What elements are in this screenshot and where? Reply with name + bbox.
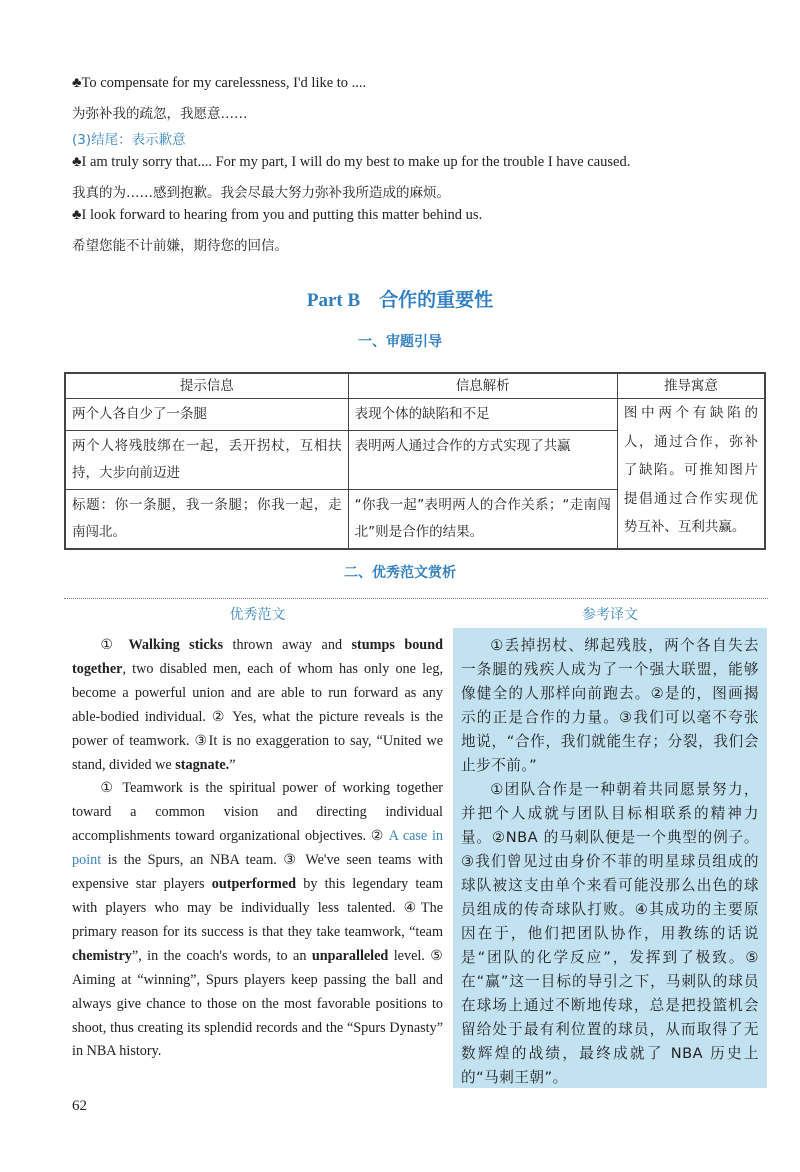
highlight-phrase: Walking sticks xyxy=(128,637,224,653)
text-run: ” xyxy=(229,756,236,773)
text-run: by this legendary team with players who may be individually less talented. ④The primary reason for its success is that they take teamwork, “team xyxy=(72,876,443,940)
text-run: thrown away and xyxy=(223,637,352,653)
text-run: is the Spurs, an NBA team. ③ We've seen teams with expensive star players xyxy=(72,852,443,893)
translation-box xyxy=(453,628,767,1088)
guide-table xyxy=(64,372,766,550)
table-header: 提示信息 xyxy=(65,373,348,399)
essay-paragraph-2 xyxy=(72,777,443,1064)
text-run: ”, in the coach's words, to an xyxy=(131,947,312,964)
text-run: ① Teamwork is the spiritual power of working together toward a common vision and directing individual accomplishments toward organizational objectives. ② xyxy=(72,780,443,845)
highlight-phrase: stumps bound together xyxy=(72,637,443,677)
part-title: Part B 合作的重要性 xyxy=(306,290,494,311)
essay-paragraph-1 xyxy=(72,634,443,777)
section-heading-2: 二、优秀范文赏析 xyxy=(344,565,456,581)
translation-heading: 参考译文 xyxy=(582,607,638,623)
table-cell-merged: 图中两个有缺陷的人，通过合作，弥补了缺陷。可推知图片提倡通过合作实现优势互补、互利共赢。 xyxy=(617,399,765,550)
subsection-heading: (3)结尾：表示歉意 xyxy=(72,132,186,148)
table-row xyxy=(65,399,765,431)
phrase-zh-3: 希望您能不计前嫌，期待您的回信。 xyxy=(72,238,288,254)
table-cell: “你我一起”表明两人的合作关系；“走南闯北”则是合作的结果。 xyxy=(348,490,617,550)
table-cell: 标题：你一条腿，我一条腿；你我一起，走南闯北。 xyxy=(65,490,348,550)
phrase-zh-1: 为弥补我的疏忽，我愿意…… xyxy=(72,106,248,122)
table-cell: 表现个体的缺陷和不足 xyxy=(348,399,617,431)
text-run: level. ⑤ Aiming at “winning”, Spurs players keep passing the ball and always give chance to those on the most favorable positions to shoot, thus creating its splendid records and the “Spurs Dynasty” in NBA history. xyxy=(72,947,443,1060)
highlight-phrase: stagnate. xyxy=(175,756,230,773)
highlight-phrase: chemistry xyxy=(72,947,132,964)
phrase-en-3: ♣I look forward to hearing from you and putting this matter behind us. xyxy=(72,207,483,223)
table-cell: 两个人将残肢绑在一起，丢开拐杖，互相扶持，大步向前迈进 xyxy=(65,431,348,490)
dotted-divider xyxy=(64,598,768,599)
section-heading-1: 一、审题引导 xyxy=(358,334,442,350)
table-header: 信息解析 xyxy=(348,373,617,399)
phrase-en-1: ♣To compensate for my carelessness, I'd like to .... xyxy=(72,75,367,91)
translation-paragraph-1: ①丢掉拐杖、绑起残肢，两个各自失去一条腿的残疾人成为了一个强大联盟，能够像健全的人那样向前跑去。②是的，图画揭示的正是合作的力量。③我们可以毫不夸张地说，“合作，我们就能生存；分裂，我们会止步不前。” xyxy=(461,637,759,774)
table-cell: 两个人各自少了一条腿 xyxy=(65,399,348,431)
phrase-en-2: ♣I am truly sorry that.... For my part, I will do my best to make up for the trouble I have caused. xyxy=(72,154,631,170)
table-header: 推导寓意 xyxy=(617,373,765,399)
table-cell: 表明两人通过合作的方式实现了共赢 xyxy=(348,431,617,490)
highlight-phrase: unparalleled xyxy=(311,947,389,964)
highlight-phrase: outperformed xyxy=(211,876,297,893)
essay-heading: 优秀范文 xyxy=(229,607,286,623)
text-run: ① xyxy=(100,637,129,653)
essay-text xyxy=(72,634,443,1064)
translation-paragraph-2: ①团队合作是一种朝着共同愿景努力，并把个人成就与团队目标相联系的精神力量。②NBA 的马刺队便是一个典型的例子。③我们曾见过由身价不菲的明星球员组成的球队被这支由单个来看可能没那么出色的球员组成的传奇球队打败。④其成功的主要原因在于，他们把团队协作，用教练的话说是“团队的化学反应”，发挥到了极致。⑤在“赢”这一目标的导引之下，马刺队的球员在球场上通过不断地传球，总是把投篮机会留给处于最有利位置的球员，从而取得了无数辉煌的战绩，最终成就了 NBA 历史上的“马刺王朝”。 xyxy=(461,781,759,1086)
highlight-phrase: A case in point xyxy=(72,828,443,869)
page-number: 62 xyxy=(72,1098,87,1114)
phrase-zh-2: 我真的为……感到抱歉。我会尽最大努力弥补我所造成的麻烦。 xyxy=(72,185,450,201)
text-run: , two disabled men, each of whom has only one leg, become a powerful union and are able to run forward as any able-bodied individual. ② Yes, what the picture reveals is the power of teamwork. ③It is no exaggeration to say, “United we stand, divided we xyxy=(72,660,443,773)
